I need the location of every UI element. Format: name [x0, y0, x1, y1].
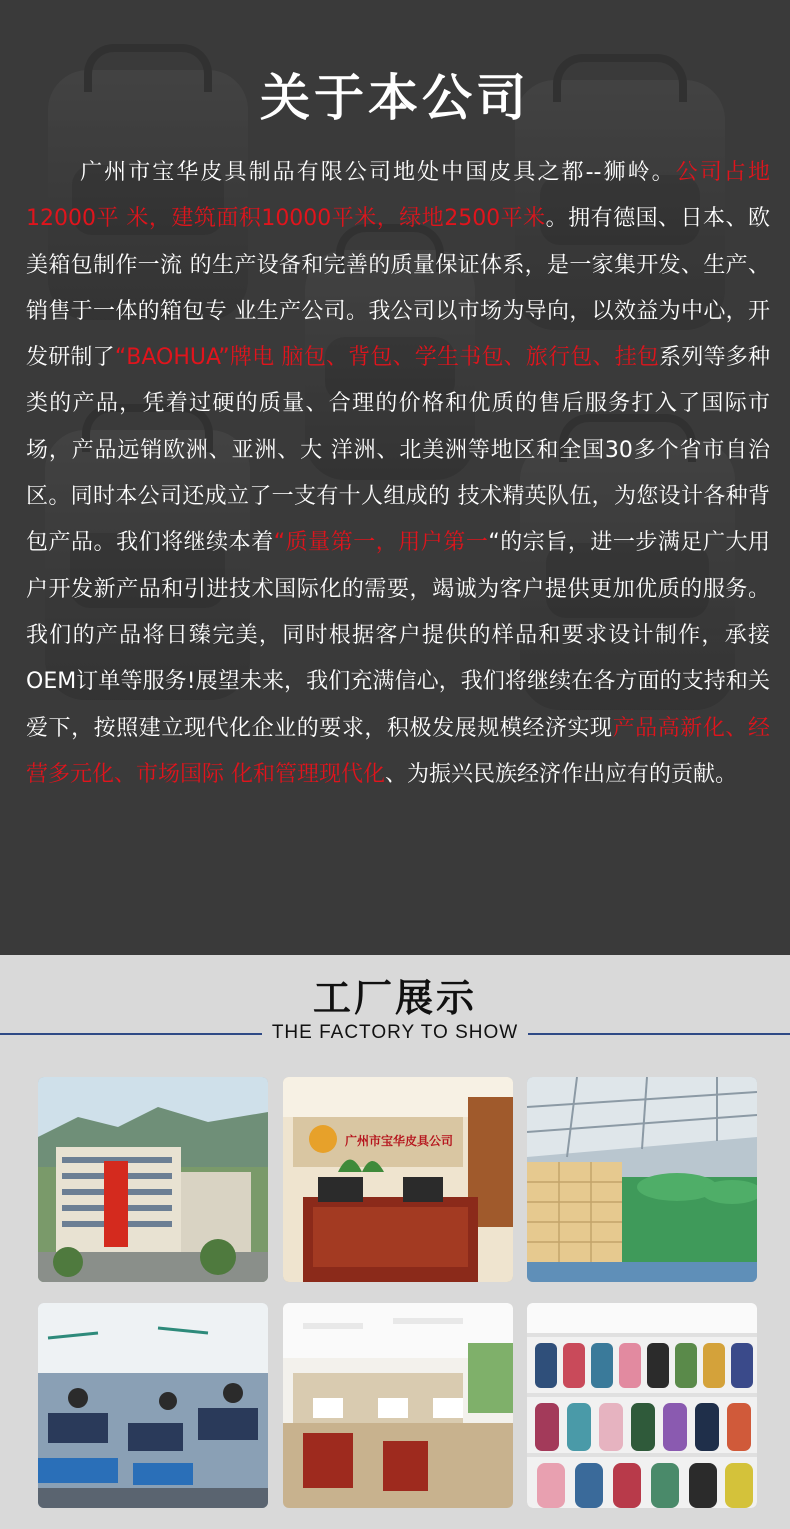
showroom-photo[interactable] [527, 1303, 757, 1508]
about-title: 关于本公司 [260, 69, 530, 127]
factory-section [0, 955, 790, 1529]
paragraph-segment: 系列等多种类的产品，凭着过硬的质量、合理的价格和优质的售后服务打入了国际市场，产品远销欧洲、亚洲、大 洋洲、北美洲等地区和全国30多个省市自治区。同时本公司还成立了一支有十人组成的 技术精英队伍，为您设计各种背包产品。我们将继续本着 [26, 345, 770, 556]
divider-line [0, 1033, 262, 1035]
paragraph-segment: “的宗旨，进一步满足广大用户开发新产品和引进技术国际化的需要，竭诚为客户提供更加优质的服务。我们的产品将日臻完美，同时根据客户提供的样品和要求设计制作，承接OEM订单等服务!展望未来，我们充满信心，我们将继续在各方面的支持和关爱下，按照建立现代化企业的要求，积极发展规模经济实现 [26, 530, 770, 741]
workshop-photo[interactable] [38, 1303, 268, 1508]
office-photo[interactable] [283, 1303, 513, 1508]
paragraph-segment: 广州市宝华皮具制品有限公司地处中国皮具之都--狮岭。 [78, 160, 676, 185]
reception-sign-text: 广州市宝华皮具公司 [345, 1134, 454, 1148]
paragraph-highlight: 公司占地12000平 米，建筑面积10000平米，绿地2500平米 [26, 160, 770, 232]
factory-title: 工厂展示 [312, 976, 477, 1020]
paragraph-highlight: “BAOHUA”牌电 脑包、背包、学生书包、旅行包、挂包 [114, 345, 660, 371]
divider-line [528, 1033, 790, 1035]
about-paragraph [26, 150, 770, 798]
paragraph-highlight: 产品高新化、经营多元化、市场国际 化和管理现代化 [26, 715, 770, 787]
paragraph-segment: 。拥有德国、日本、欧美箱包制作一流 的生产设备和完善的质量保证体系，是一家集开发、生产、销售于一体的箱包专 业生产公司。我公司以市场为导向，以效益为中心，开发研制了 [26, 206, 770, 371]
warehouse-photo[interactable] [527, 1077, 757, 1282]
paragraph-highlight: “质量第一，用户第一 [273, 530, 489, 556]
paragraph-segment: 、为振兴民族经济作出应有的贡献。 [385, 761, 738, 787]
factory-subtitle: THE FACTORY TO SHOW [271, 1022, 519, 1043]
reception-photo[interactable] [283, 1077, 513, 1282]
building-photo[interactable] [38, 1077, 268, 1282]
